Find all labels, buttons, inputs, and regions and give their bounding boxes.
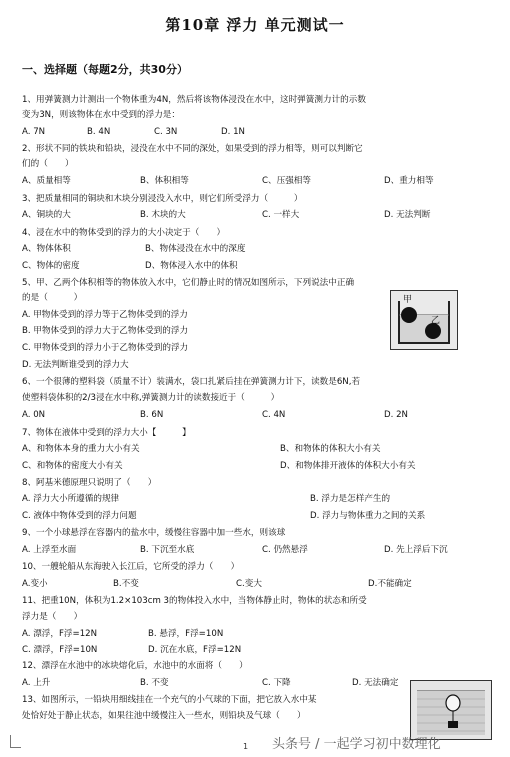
page-corner-mark (10, 735, 21, 748)
question-3-stem: 3、把质量相同的铜块和木块分别浸没入水中，则它们所受浮力（ ） (22, 194, 303, 204)
question-7-option-c: C、和物体的密度大小有关 (22, 461, 123, 471)
question-3-option-d: D. 无法判断 (384, 210, 431, 220)
question-10-option-b: B.不变 (113, 579, 139, 589)
page-title: 第10章 浮力 单元测试一 (165, 16, 345, 34)
question-9-option-d: D. 先上浮后下沉 (384, 545, 448, 555)
question-6-option-d: D. 2N (384, 410, 408, 420)
question-11-option-b: B. 悬浮，F浮=10N (148, 629, 224, 639)
question-12-stem: 12、漂浮在水池中的冰块熔化后，水池中的水面将（ ） (22, 661, 248, 671)
question-6-option-a: A. 0N (22, 410, 46, 420)
question-11-option-a: A. 漂浮，F浮=12N (22, 629, 98, 639)
question-7-option-b: B、和物体的体积大小有关 (280, 444, 381, 454)
question-9-stem: 9、一个小球悬浮在容器内的盐水中，缓慢往容器中加一些水，则该球 (22, 528, 286, 538)
question-10-option-a: A.变小 (22, 579, 48, 589)
question-1-option-d: D. 1N (221, 127, 245, 137)
figure-floating-objects (390, 290, 458, 350)
question-2-option-d: D、重力相等 (384, 176, 434, 186)
figure-label-jia: 甲 (403, 295, 413, 305)
question-6-option-b: B. 6N (140, 410, 164, 420)
question-11-stem-line-1: 11、把重10N，体积为1.2×103cm 3的物体投入水中，当物体静止时，物体的状态和所受 (22, 596, 367, 606)
question-5-stem-line-1: 5、甲、乙两个体积相等的物体放入水中，它们静止时的情况如图所示，下列说法中正确 (22, 278, 355, 288)
question-4-option-d: D、物体浸入水中的体积 (145, 261, 238, 271)
question-10-option-d: D.不能确定 (368, 579, 412, 589)
question-7-option-a: A、和物体本身的重力大小有关 (22, 444, 140, 454)
question-2-option-a: A、质量相等 (22, 176, 71, 186)
question-11-stem-line-2: 浮力是（ ） (22, 612, 83, 622)
question-10-stem: 10、一艘轮船从东海驶入长江后，它所受的浮力（ ） (22, 562, 240, 572)
question-2-option-b: B、体积相等 (140, 176, 189, 186)
question-8-option-b: B. 浮力是怎样产生的 (310, 494, 391, 504)
question-5-option-d: D. 无法判断谁受到的浮力大 (22, 360, 129, 370)
question-1-stem-line-1: 1、用弹簧测力计测出一个物体重为4N，然后将该物体浸没在水中，这时弹簧测力计的示数 (22, 95, 366, 105)
question-3-option-c: C. 一样大 (262, 210, 300, 220)
question-4-option-b: B、物体浸没在水中的深度 (145, 244, 246, 254)
question-5-option-c: C. 甲物体受到的浮力小于乙物体受到的浮力 (22, 343, 189, 353)
figure-balloon-and-lead-block (410, 680, 492, 740)
question-9-option-c: C. 仍然悬浮 (262, 545, 308, 555)
figure-label-yi: 乙 (431, 316, 441, 326)
question-6-stem-line-2: 使塑料袋体积的2/3浸在水中称,弹簧测力计的读数接近于（ ） (22, 393, 280, 403)
question-5-option-b: B. 甲物体受到的浮力大于乙物体受到的浮力 (22, 326, 189, 336)
question-3-option-a: A、铜块的大 (22, 210, 71, 220)
question-4-stem: 4、浸在水中的物体受到的浮力的大小决定于（ ） (22, 228, 226, 238)
question-12-option-c: C. 下降 (262, 678, 291, 688)
question-8-option-c: C. 液体中物体受到的浮力问题 (22, 511, 137, 521)
section-heading: 一、选择题（每题2分，共30分） (22, 63, 188, 76)
question-9-option-b: B. 下沉至水底 (140, 545, 195, 555)
question-5-option-a: A. 甲物体受到的浮力等于乙物体受到的浮力 (22, 310, 188, 320)
question-1-option-c: C. 3N (154, 127, 178, 137)
watermark-text: 头条号 / 一起学习初中数理化 (272, 737, 441, 752)
question-4-option-c: C、物体的密度 (22, 261, 80, 271)
question-5-stem-line-2: 的是（ ） (22, 293, 83, 303)
question-12-option-b: B. 不变 (140, 678, 169, 688)
question-1-option-b: B. 4N (87, 127, 111, 137)
question-1-option-a: A. 7N (22, 127, 46, 137)
question-2-option-c: C、压强相等 (262, 176, 311, 186)
question-6-stem-line-1: 6、一个很薄的塑料袋（质量不计）装满水，袋口扎紧后挂在弹簧测力计下，读数是6N,若 (22, 377, 361, 387)
question-7-option-d: D、和物体排开液体的体积大小有关 (280, 461, 416, 471)
question-11-option-d: D. 沉在水底，F浮=12N (148, 645, 242, 655)
question-3-option-b: B. 木块的大 (140, 210, 186, 220)
question-7-stem: 7、物体在液体中受到的浮力大小【 】 (22, 428, 191, 438)
question-2-stem-line-1: 2、形状不同的铁块和铅块，浸没在水中不同的深处，如果受到的浮力相等，则可以判断它 (22, 144, 363, 154)
question-13-stem-line-2: 处恰好处于静止状态，如果往池中缓慢注入一些水，则铅块及气球（ ） (22, 711, 306, 721)
question-8-stem: 8、阿基米德原理只说明了（ ） (22, 478, 157, 488)
question-11-option-c: C. 漂浮，F浮=10N (22, 645, 98, 655)
question-6-option-c: C. 4N (262, 410, 286, 420)
question-9-option-a: A. 上浮至水面 (22, 545, 77, 555)
page-number: 1 (243, 742, 249, 751)
question-8-option-a: A. 浮力大小所遵循的规律 (22, 494, 120, 504)
question-2-stem-line-2: 们的（ ） (22, 159, 74, 169)
question-1-stem-line-2: 变为3N，则该物体在水中受到的浮力是： (22, 110, 180, 120)
question-12-option-a: A. 上升 (22, 678, 51, 688)
question-8-option-d: D. 浮力与物体重力之间的关系 (310, 511, 426, 521)
question-4-option-a: A、物体体积 (22, 244, 71, 254)
question-10-option-c: C.变大 (236, 579, 262, 589)
question-13-stem-line-1: 13、如图所示，一铅块用细线挂在一个充气的小气球的下面，把它放入水中某 (22, 695, 317, 705)
question-12-option-d: D. 无法确定 (352, 678, 399, 688)
